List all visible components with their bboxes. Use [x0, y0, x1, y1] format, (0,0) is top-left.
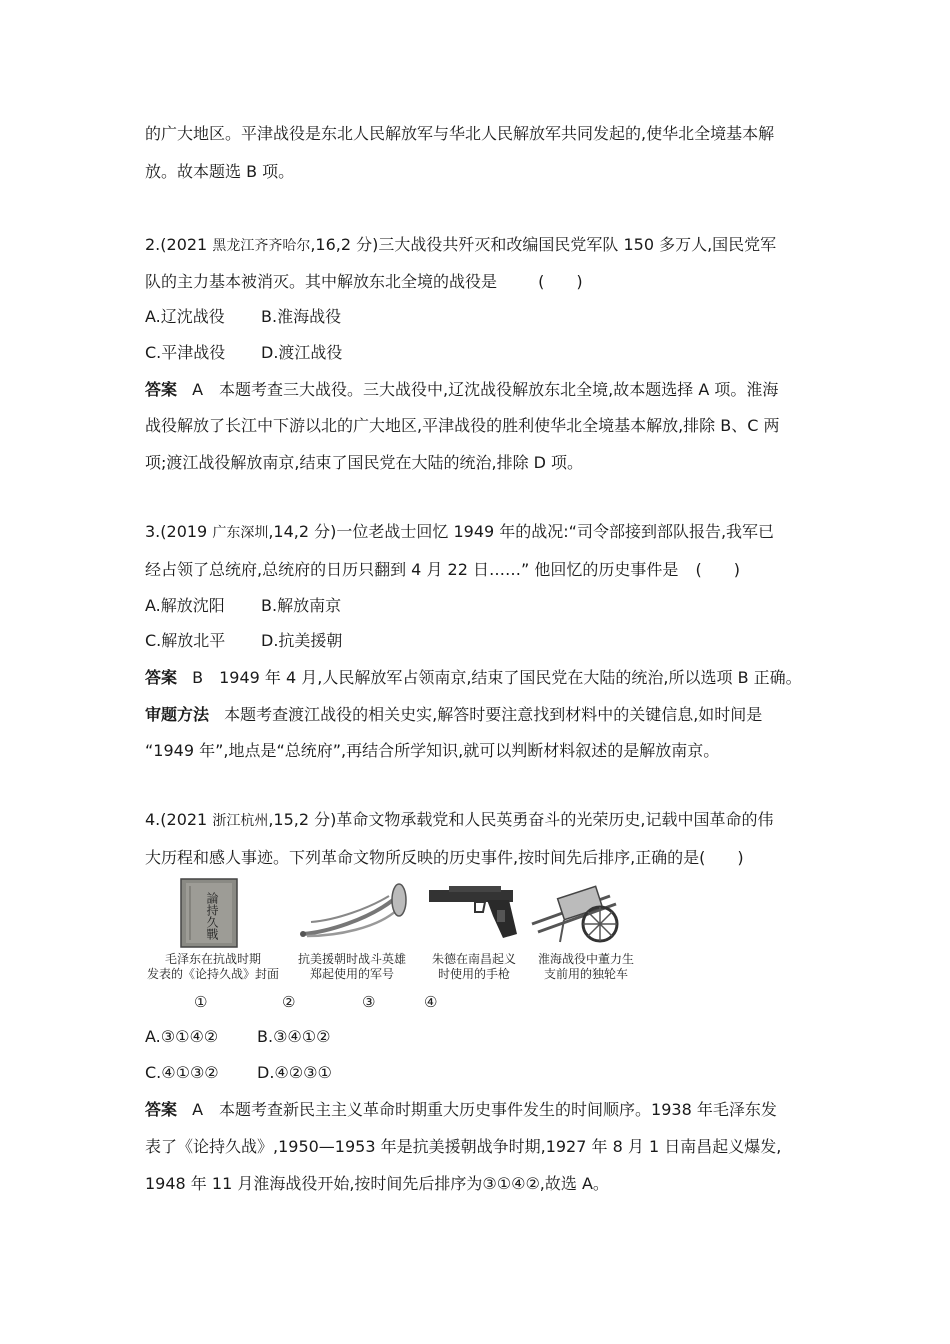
answer-line-1 [145, 380, 778, 400]
question-2-line-1 [145, 235, 776, 256]
question-text: 一位老战士回忆 1949 年的战况:“司令部接到部队报告,我军已 [336, 522, 775, 541]
answer-text: A 本题考查三大战役。三大战役中,辽沈战役解放东北全境,故本题选择 A 项。淮海 [192, 380, 779, 399]
question-text: 三大战役共歼灭和改编国民党军队 150 多万人,国民党军 [378, 235, 777, 254]
options-row [145, 1027, 331, 1047]
method-line-2: “1949 年”,地点是“总统府”,再结合所学知识,就可以判断材料叙述的是解放南京。 [145, 741, 720, 760]
method-line-1 [145, 705, 762, 725]
intro-line-1: 的广大地区。平津战役是东北人民解放军与华北人民解放军共同发起的,使华北全境基本解 [145, 124, 775, 143]
question-text: 革命文物承载党和人民英勇奋斗的光荣历史,记载中国革命的伟 [336, 810, 774, 829]
question-number: 4.(2021 [145, 810, 208, 829]
caption-line: 支前用的独轮车 [543, 967, 628, 981]
question-source: 黑龙江齐齐哈尔 [212, 238, 311, 254]
option-d: D.抗美援朝 [261, 631, 343, 650]
question-2-line-2 [145, 272, 583, 292]
answer-bracket: ( ) [538, 272, 583, 291]
answer-line-1 [145, 1100, 777, 1120]
option-a: A.③①④② [145, 1027, 219, 1046]
caption-line: 郑起使用的军号 [309, 967, 394, 981]
caption-book [142, 952, 284, 982]
options-row [145, 1063, 332, 1083]
caption-bugle [292, 952, 412, 982]
option-c: C.平津战役 [145, 343, 226, 362]
question-number: 2.(2021 [145, 235, 208, 254]
answer-bracket: ( ) [695, 560, 740, 579]
method-label: 审题方法 [145, 705, 210, 724]
figure-number: ② [282, 993, 296, 1011]
intro-line-2: 放。故本题选 B 项。 [145, 162, 295, 181]
answer-label: 答案 [145, 380, 178, 399]
bugle-image [297, 880, 409, 942]
question-meta: ,15,2 分) [268, 810, 337, 829]
question-4-line-1 [145, 810, 773, 831]
option-d: D.渡江战役 [261, 343, 343, 362]
option-a: A.解放沈阳 [145, 596, 225, 615]
method-text: 本题考查渡江战役的相关史实,解答时要注意找到材料中的关键信息,如时间是 [224, 705, 763, 724]
figure-number: ④ [424, 993, 438, 1011]
caption-line: 抗美援朝时战斗英雄 [297, 952, 406, 966]
question-meta: ,14,2 分) [268, 522, 337, 541]
answer-line-2: 战役解放了长江中下游以北的广大地区,平津战役的胜利使华北全境基本解放,排除 B、C 两 [145, 416, 780, 435]
options-row [145, 631, 343, 651]
option-b: B.淮海战役 [261, 307, 342, 326]
answer-line-1 [145, 668, 802, 688]
option-b: B.解放南京 [261, 596, 342, 615]
option-c: C.解放北平 [145, 631, 226, 650]
options-row [145, 307, 342, 327]
question-3-line-2 [145, 560, 740, 580]
question-text: 队的主力基本被消灭。其中解放东北全境的战役是 [145, 272, 498, 291]
options-row [145, 343, 343, 363]
answer-text: A 本题考查新民主主义革命时期重大历史事件发生的时间顺序。1938 年毛泽东发 [192, 1100, 777, 1119]
caption-line: 毛泽东在抗战时期 [164, 952, 261, 966]
options-row [145, 596, 342, 616]
option-a: A.辽沈战役 [145, 307, 225, 326]
question-source: 广东深圳 [212, 525, 269, 541]
wheelbarrow-image [530, 880, 642, 946]
caption-line: 淮海战役中董力生 [537, 952, 634, 966]
question-3-line-1 [145, 522, 774, 543]
figure-number: ③ [362, 993, 376, 1011]
caption-line: 时使用的手枪 [437, 967, 510, 981]
option-b: B.③④①② [257, 1027, 331, 1046]
relics-figure [142, 876, 662, 1016]
question-4-line-2: 大历程和感人事迹。下列革命文物所反映的历史事件,按时间先后排序,正确的是( ) [145, 848, 744, 867]
answer-line-3: 1948 年 11 月淮海战役开始,按时间先后排序为③①④②,故选 A。 [145, 1174, 609, 1193]
question-source: 浙江杭州 [212, 813, 269, 829]
caption-line: 发表的《论持久战》封面 [146, 967, 279, 981]
answer-label: 答案 [145, 1100, 178, 1119]
answer-line-3: 项;渡江战役解放南京,结束了国民党在大陆的统治,排除 D 项。 [145, 453, 584, 472]
option-c: C.④①③② [145, 1063, 219, 1082]
answer-line-2: 表了《论持久战》,1950—1953 年是抗美援朝战争时期,1927 年 8 月 1 日南昌起义爆发, [145, 1137, 782, 1156]
answer-label: 答案 [145, 668, 178, 687]
book-title-text: 論持久戰 [205, 892, 219, 940]
question-text: 经占领了总统府,总统府的日历只翻到 4 月 22 日……” 他回忆的历史事件是 [145, 560, 679, 579]
question-number: 3.(2019 [145, 522, 208, 541]
pistol-image [427, 882, 519, 944]
option-d: D.④②③① [257, 1063, 332, 1082]
caption-wheelbarrow [530, 952, 642, 982]
book-cover-image [180, 878, 238, 948]
caption-pistol [422, 952, 526, 982]
question-meta: ,16,2 分) [310, 235, 379, 254]
answer-text: B 1949 年 4 月,人民解放军占领南京,结束了国民党在大陆的统治,所以选项 B 正确。 [192, 668, 802, 687]
caption-line: 朱德在南昌起义 [431, 952, 516, 966]
figure-number: ① [194, 993, 208, 1011]
